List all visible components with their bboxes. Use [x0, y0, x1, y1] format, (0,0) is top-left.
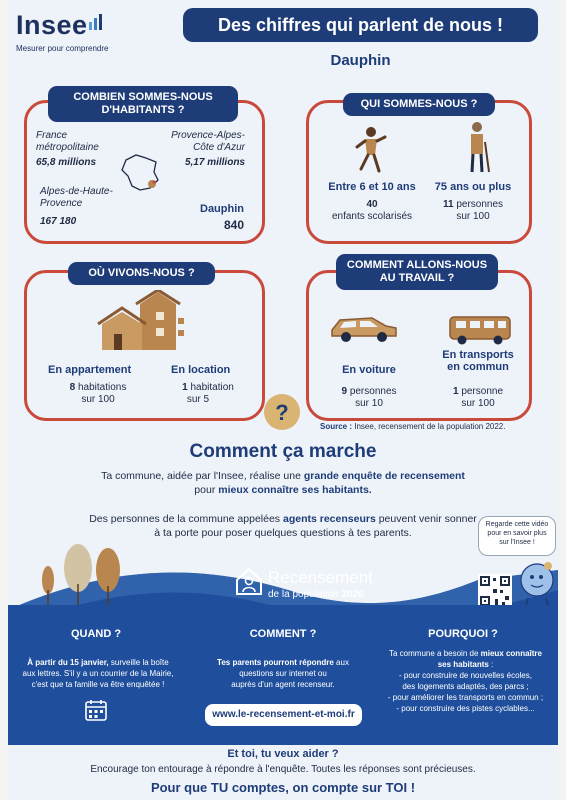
transit-label: En transports en commun — [442, 349, 514, 373]
question-mark-icon — [262, 392, 302, 432]
kids-label: Entre 6 et 10 ans — [328, 181, 416, 193]
poster — [8, 0, 558, 800]
transit-stat: 1 personne — [452, 386, 504, 397]
kids-value: 40 — [366, 199, 378, 210]
house-logo-icon — [234, 566, 264, 596]
apartment-stat: 8 habitations — [69, 382, 127, 393]
senior-with-cane-icon — [463, 120, 497, 174]
houses-icon — [96, 290, 186, 352]
ahp-value: 167 180 — [40, 216, 77, 227]
apartment-label: En appartement — [48, 364, 132, 376]
insee-logo: Insee — [16, 10, 88, 40]
housing-card-title: OÙ VIVONS-NOUS ? — [68, 262, 215, 285]
footer-question: Et toi, tu veux aider ? — [227, 748, 339, 760]
paca-value: 5,17 millions — [184, 157, 245, 168]
rent-label: En location — [171, 364, 231, 376]
how-paragraph-1: Ta commune, aidée par l'Insee, réalise une grande enquête de recensement pour mieux connaître ses habitants. — [101, 470, 465, 496]
video-speech-bubble: Regarde cette vidéo pour en savoir plus sur l'Insee ! — [478, 516, 556, 556]
how-paragraph-2: Des personnes de la commune appelées agents recenseurs peuvent venir sonner à ta porte pour poser quelques questions à tes parents. — [89, 513, 477, 539]
calendar-icon — [84, 698, 108, 722]
population-card-title: COMBIEN SOMMES-NOUS D'HABITANTS ? — [48, 86, 238, 122]
source-note: Source : Insee, recensement de la population 2022. — [320, 422, 506, 431]
how-col-text: Tes parents pourront répondre aux questions sur internet ou auprès d'un agent recenseur. — [217, 658, 349, 689]
france-map-icon — [118, 152, 163, 194]
how-col-title: COMMENT ? — [249, 628, 317, 640]
france-label: France métropolitaine — [36, 130, 99, 153]
census-subtitle: de la population 2026 — [268, 589, 364, 600]
transit-text: sur 100 — [461, 398, 495, 409]
census-website-link[interactable]: www.le-recensement-et-moi.fr — [205, 704, 362, 726]
commune-population: 840 — [223, 218, 244, 232]
car-stat: 9 personnes — [341, 386, 397, 397]
commune-label: Dauphin — [200, 203, 244, 215]
rent-text: sur 5 — [186, 394, 210, 405]
france-value: 65,8 millions — [36, 157, 97, 168]
page-title: Des chiffres qui parlent de nous ! — [183, 8, 538, 42]
seniors-text: sur 100 — [456, 211, 490, 222]
mascot-icon — [518, 558, 556, 608]
footer-slogan: Pour que TU comptes, on compte sur TOI ! — [150, 780, 416, 795]
car-label: En voiture — [342, 364, 396, 376]
rent-stat: 1 habitation — [182, 382, 234, 393]
car-text: sur 10 — [355, 398, 383, 409]
how-it-works-title: Comment ça marche — [189, 441, 377, 462]
insee-logo-bars-icon — [88, 14, 106, 30]
trees-icon — [38, 540, 133, 608]
insee-tagline: Mesurer pour comprendre — [16, 44, 109, 53]
svg-text:?: ? — [275, 400, 289, 425]
commune-name: Dauphin — [330, 52, 391, 69]
kids-text: enfants scolarisés — [331, 211, 413, 222]
seniors-stat: 11 personnes — [442, 199, 504, 210]
when-text: À partir du 15 janvier, surveille la boîte aux lettres. S'il y a un courrier de la Mairie, c'est que ta famille va être enquêtée ! — [22, 658, 174, 689]
seniors-label: 75 ans ou plus — [434, 181, 512, 193]
why-title: POURQUOI ? — [428, 628, 498, 640]
census-title: Recensement — [268, 568, 373, 587]
who-card-title: QUI SOMMES-NOUS ? — [343, 93, 495, 116]
bus-icon — [448, 315, 512, 345]
ahp-label: Alpes-de-Haute- Provence — [40, 186, 113, 209]
why-text: Ta commune a besoin de mieux connaître ses habitants : - pour construire de nouvelles écoles, des logements adaptés, des parcs ; - pour améliorer les transports en commun ; - pour construire des pistes cyclables... — [387, 649, 544, 713]
qr-code-icon[interactable] — [478, 574, 512, 608]
apartment-text: sur 100 — [81, 394, 115, 405]
child-running-icon — [353, 125, 387, 175]
car-icon — [328, 312, 400, 342]
when-title: QUAND ? — [70, 628, 122, 640]
footer-encourage: Encourage ton entourage à répondre à l'enquête. Toutes les réponses sont précieuses. — [90, 764, 476, 775]
paca-label: Provence-Alpes- Côte d'Azur — [171, 130, 245, 153]
work-card-title: COMMENT ALLONS-NOUS AU TRAVAIL ? — [336, 254, 498, 290]
